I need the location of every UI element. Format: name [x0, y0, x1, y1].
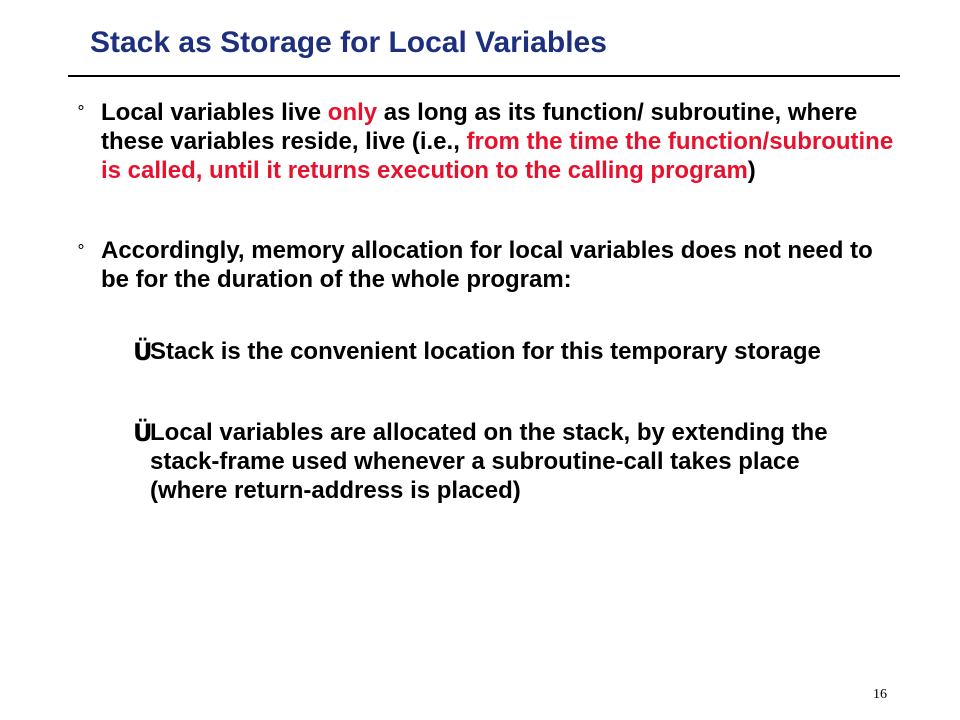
title-divider [68, 75, 900, 77]
text-segment: Local variables live [101, 99, 328, 126]
sub-bullet-marker: Ü [133, 419, 153, 447]
slide-title: Stack as Storage for Local Variables [90, 26, 607, 59]
bullet-text [101, 98, 901, 185]
page-number: 16 [873, 687, 887, 702]
emphasis-segment: from the time the function/subroutine is called, until it returns execution to the calling program [101, 128, 894, 184]
text-segment: ) [747, 157, 756, 184]
bullet-marker: ° [77, 241, 85, 260]
emphasis-segment: only [327, 99, 378, 126]
sub-bullet-marker: Ü [133, 338, 153, 366]
text-segment: as long as its function/ subroutine, where these variables reside, live (i.e., [101, 99, 858, 155]
sub-bullet-text: Local variables are allocated on the stack, by extending the stack-frame used whenever a subroutine-call takes place (where return-address is placed) [150, 419, 828, 504]
bullet-marker: ° [77, 102, 85, 121]
bullet-text: Accordingly, memory allocation for local variables does not need to be for the duration of the whole program: [101, 237, 873, 293]
sub-bullet-text: Stack is the convenient location for this temporary storage [150, 338, 821, 365]
